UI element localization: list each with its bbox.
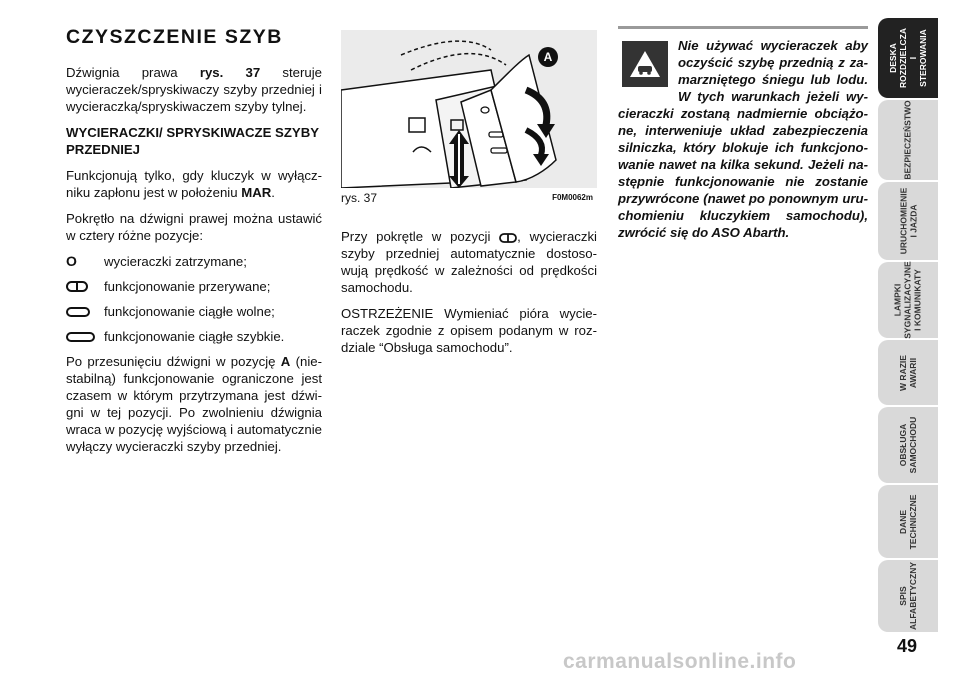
chapter-tab-label: DESKA ROZDZIELCZA I STEROWANIA (888, 28, 928, 88)
wiper-stalk-figure (341, 30, 597, 188)
figure-code: F0M0062m (552, 193, 593, 202)
interval-icon (499, 233, 517, 243)
chapter-tab[interactable] (878, 407, 938, 483)
section-heading: WYCIERACZKI/ SPRYSKIWACZE SZYBY PRZEDNIEJ (66, 125, 319, 157)
auto-speed-paragraph: Przy pokrętle w pozycji , wycieraczki szyby przedniej automatycznie dostosowują prędkość w zależności od prędkości samochodu. (341, 229, 597, 295)
position-a-marker: A (538, 47, 558, 67)
page-title: CZYSZCZENIE SZYB (66, 26, 283, 48)
positions-paragraph: Pokrętło na dźwigni prawej można ustawić w cztery różne pozycje: (66, 211, 322, 243)
figure-caption: rys. 37 F0M0062m (341, 191, 593, 205)
chapter-tab[interactable] (878, 340, 938, 405)
warning-text: Nie używać wycieraczek aby oczyścić szybę przednią z zamarzniętego śniegu lub lodu. W tych warunkach jeżeli wycieraczki zostaną nadmiernie obciążone, interweniuje układ zabezpieczenia silniczka, który blokuje ich funkcjonowanie nawet na kilka sekund. Jeżeli następnie funkcjonowanie nie zostanie przywrócone (nawet po ponownym uruchomieniu kluczykiem samochodu), zwrócić się do ASO Abarth. (618, 38, 868, 240)
left-column (66, 26, 322, 464)
intro-paragraph: Dźwignia prawa rys. 37 steruje wycieraczek/spryskiwaczy szyby przedniej i wycieraczką/spryskiwaczem szyby tylnej. (66, 65, 322, 114)
warning-car-icon (622, 41, 668, 87)
chapter-tab-label: BEZPIECZEŃSTWO (903, 100, 913, 180)
mode-off: O wycieraczki zatrzymane; (66, 253, 247, 269)
chapter-tab-label: URUCHOMIENIE I JAZDA (898, 187, 918, 255)
watermark: carmanualsonline.info (563, 650, 797, 673)
chapter-tab-label: W RAZIE AWARII (898, 354, 918, 391)
mode-fast: funkcjonowanie ciągłe szybkie. (66, 328, 322, 345)
off-symbol: O (66, 253, 77, 269)
chapter-tab-label: OBSŁUGA SAMOCHODU (898, 416, 918, 474)
chapter-tab[interactable] (878, 182, 938, 260)
warning-box (618, 26, 868, 241)
page-number: 49 (897, 636, 918, 656)
mode-interval: funkcjonowanie przerywane; (66, 278, 322, 295)
chapter-tab[interactable] (878, 262, 938, 338)
middle-column (341, 228, 597, 365)
chapter-tab-label: DANE TECHNICZNE (898, 494, 918, 549)
mode-slow: funkcjonowanie ciągłe wolne; (66, 303, 322, 320)
chapter-tab-label: LAMPKI SYGNALIZACYJNE I KOMUNIKATY (893, 261, 923, 339)
interval-icon (66, 281, 104, 292)
wiper-stalk-illustration (341, 30, 597, 188)
position-a-paragraph: Po przesunięciu dźwigni w pozycję A (niestabilną) funkcjonowanie ograniczone jest czasem w którym przytrzymana jest dźwigni w tej pozycji. Po zwolnieniu dźwignia wraca w pozycję wyjściową i automatycznie wyłączy wycieraczki szyby przedniej. (66, 354, 322, 454)
ignition-paragraph: Funkcjonują tylko, gdy kluczyk w wyłączniku zapłonu jest w położeniu MAR. (66, 168, 322, 200)
fast-icon (66, 332, 104, 342)
chapter-tab-label: SPIS ALFABETYCZNY (898, 562, 918, 630)
chapter-tab[interactable] (878, 100, 938, 180)
slow-icon (66, 307, 104, 317)
warning-blades-paragraph: OSTRZEŻENIE Wymieniać pióra wycieraczek zgodnie z opisem podanym w rozdziale “Obsługa samochodu”. (341, 306, 597, 355)
chapter-tab[interactable] (878, 18, 938, 98)
chapter-tab[interactable] (878, 560, 938, 632)
chapter-tab[interactable] (878, 485, 938, 558)
